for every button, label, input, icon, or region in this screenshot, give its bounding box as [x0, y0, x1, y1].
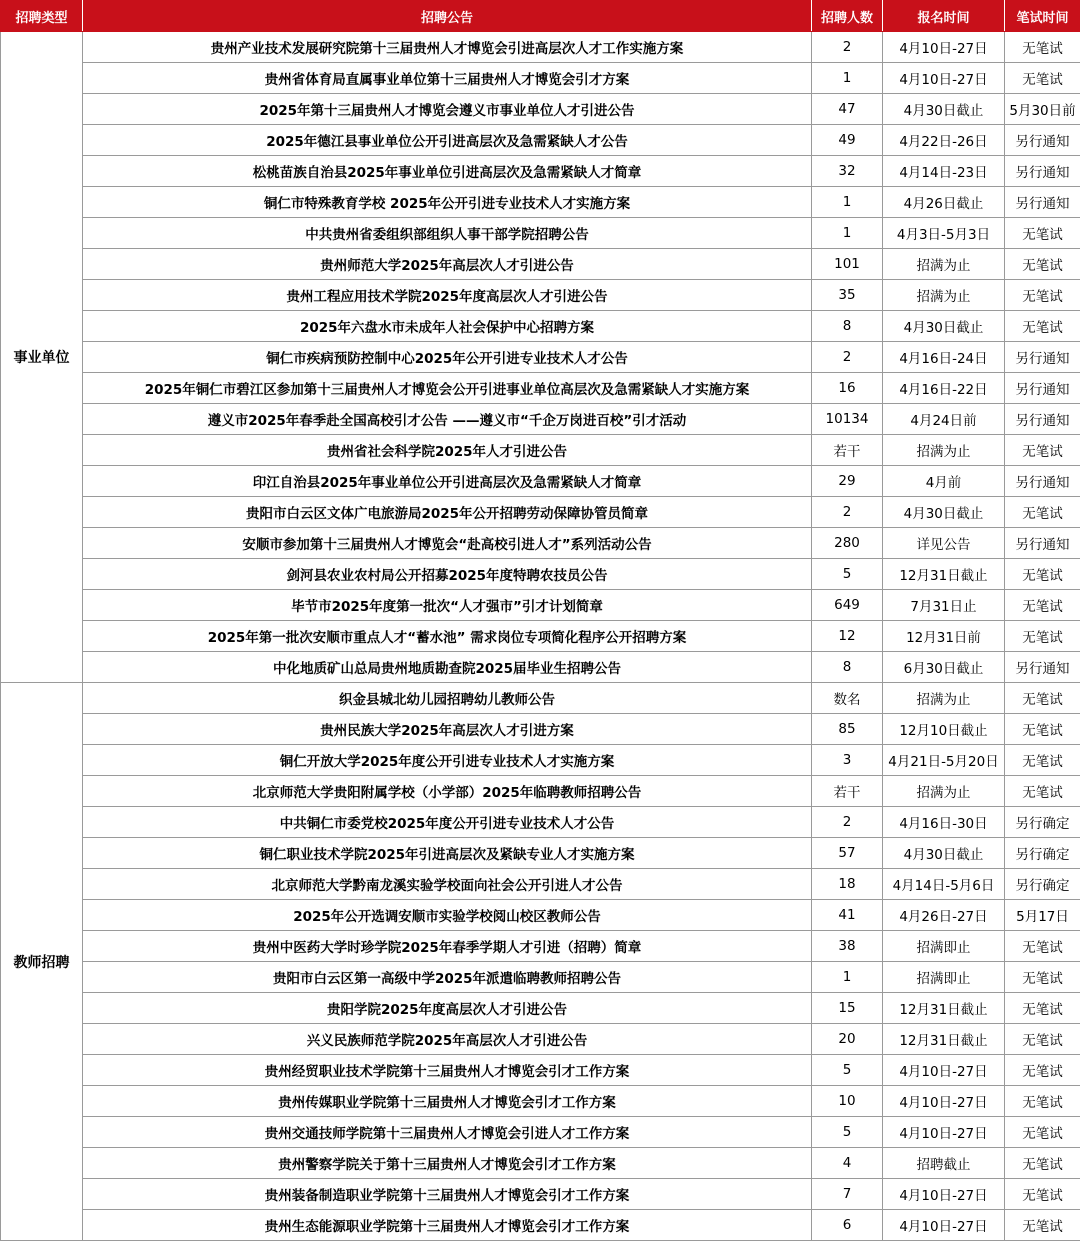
announcement-link[interactable]: 贵州省社会科学院2025年人才引进公告: [83, 435, 812, 466]
exam-time-cell: 5月17日: [1005, 900, 1080, 931]
exam-time-cell: 无笔试: [1005, 311, 1080, 342]
table-row: [1, 373, 1080, 404]
registration-time-cell: 4月26日截止: [883, 187, 1005, 218]
exam-time-cell: 无笔试: [1005, 1179, 1080, 1210]
headcount-cell: 2: [812, 497, 883, 528]
table-row: [1, 1210, 1080, 1241]
table-row: [1, 404, 1080, 435]
headcount-cell: 8: [812, 652, 883, 683]
headcount-cell: 若干: [812, 435, 883, 466]
announcement-link[interactable]: 2025年第一批次安顺市重点人才“蓄水池” 需求岗位专项简化程序公开招聘方案: [83, 621, 812, 652]
registration-time-cell: 招满为止: [883, 683, 1005, 714]
headcount-cell: 8: [812, 311, 883, 342]
announcement-link[interactable]: 贵州传媒职业学院第十三届贵州人才博览会引才工作方案: [83, 1086, 812, 1117]
headcount-cell: 2: [812, 32, 883, 63]
header-announcement: 招聘公告: [83, 1, 812, 32]
headcount-cell: 15: [812, 993, 883, 1024]
headcount-cell: 49: [812, 125, 883, 156]
exam-time-cell: 另行通知: [1005, 528, 1080, 559]
exam-time-cell: 无笔试: [1005, 1210, 1080, 1241]
table-row: [1, 714, 1080, 745]
registration-time-cell: 4月10日-27日: [883, 63, 1005, 94]
table-row: [1, 497, 1080, 528]
announcement-link[interactable]: 贵州生态能源职业学院第十三届贵州人才博览会引才工作方案: [83, 1210, 812, 1241]
headcount-cell: 20: [812, 1024, 883, 1055]
exam-time-cell: 无笔试: [1005, 1086, 1080, 1117]
headcount-cell: 7: [812, 1179, 883, 1210]
registration-time-cell: 招满为止: [883, 280, 1005, 311]
headcount-cell: 38: [812, 931, 883, 962]
exam-time-cell: 无笔试: [1005, 280, 1080, 311]
header-registration-time: 报名时间: [883, 1, 1005, 32]
registration-time-cell: 4月前: [883, 466, 1005, 497]
announcement-link[interactable]: 贵阳学院2025年度高层次人才引进公告: [83, 993, 812, 1024]
exam-time-cell: 无笔试: [1005, 32, 1080, 63]
headcount-cell: 2: [812, 807, 883, 838]
exam-time-cell: 无笔试: [1005, 1117, 1080, 1148]
table-row: [1, 156, 1080, 187]
headcount-cell: 18: [812, 869, 883, 900]
table-body: [1, 32, 1080, 1241]
announcement-link[interactable]: 2025年铜仁市碧江区参加第十三届贵州人才博览会公开引进事业单位高层次及急需紧缺人才实施方案: [83, 373, 812, 404]
headcount-cell: 数名: [812, 683, 883, 714]
table-row: [1, 869, 1080, 900]
table-row: [1, 652, 1080, 683]
headcount-cell: 280: [812, 528, 883, 559]
registration-time-cell: 4月10日-27日: [883, 1086, 1005, 1117]
headcount-cell: 32: [812, 156, 883, 187]
table-row: [1, 342, 1080, 373]
table-row: [1, 187, 1080, 218]
table-row: [1, 900, 1080, 931]
registration-time-cell: 4月10日-27日: [883, 1055, 1005, 1086]
table-row: [1, 528, 1080, 559]
announcement-link[interactable]: 北京师范大学贵阳附属学校（小学部）2025年临聘教师招聘公告: [83, 776, 812, 807]
registration-time-cell: 12月31日截止: [883, 1024, 1005, 1055]
announcement-link[interactable]: 2025年六盘水市未成年人社会保护中心招聘方案: [83, 311, 812, 342]
table-row: [1, 125, 1080, 156]
exam-time-cell: 无笔试: [1005, 249, 1080, 280]
announcement-link[interactable]: 安顺市参加第十三届贵州人才博览会“赴高校引进人才”系列活动公告: [83, 528, 812, 559]
exam-time-cell: 无笔试: [1005, 993, 1080, 1024]
announcement-link[interactable]: 贵州师范大学2025年高层次人才引进公告: [83, 249, 812, 280]
announcement-link[interactable]: 贵州工程应用技术学院2025年度高层次人才引进公告: [83, 280, 812, 311]
table-row: [1, 1179, 1080, 1210]
registration-time-cell: 4月14日-5月6日: [883, 869, 1005, 900]
registration-time-cell: 详见公告: [883, 528, 1005, 559]
table-row: [1, 1148, 1080, 1179]
exam-time-cell: 无笔试: [1005, 714, 1080, 745]
announcement-link[interactable]: 贵州装备制造职业学院第十三届贵州人才博览会引才工作方案: [83, 1179, 812, 1210]
announcement-link[interactable]: 贵阳市白云区第一高级中学2025年派遣临聘教师招聘公告: [83, 962, 812, 993]
announcement-link[interactable]: 贵州中医药大学时珍学院2025年春季学期人才引进（招聘）简章: [83, 931, 812, 962]
announcement-link[interactable]: 织金县城北幼儿园招聘幼儿教师公告: [83, 683, 812, 714]
headcount-cell: 47: [812, 94, 883, 125]
table-row: [1, 94, 1080, 125]
table-row: [1, 311, 1080, 342]
registration-time-cell: 4月10日-27日: [883, 32, 1005, 63]
table-row: [1, 993, 1080, 1024]
exam-time-cell: 无笔试: [1005, 1148, 1080, 1179]
announcement-link[interactable]: 贵州民族大学2025年高层次人才引进方案: [83, 714, 812, 745]
exam-time-cell: 无笔试: [1005, 1024, 1080, 1055]
registration-time-cell: 4月10日-27日: [883, 1210, 1005, 1241]
headcount-cell: 1: [812, 187, 883, 218]
headcount-cell: 若干: [812, 776, 883, 807]
registration-time-cell: 4月16日-30日: [883, 807, 1005, 838]
exam-time-cell: 无笔试: [1005, 590, 1080, 621]
table-row: [1, 1024, 1080, 1055]
table-row: [1, 218, 1080, 249]
headcount-cell: 2: [812, 342, 883, 373]
headcount-cell: 10: [812, 1086, 883, 1117]
table-row: [1, 1086, 1080, 1117]
headcount-cell: 1: [812, 63, 883, 94]
headcount-cell: 3: [812, 745, 883, 776]
table-row: [1, 931, 1080, 962]
announcement-link[interactable]: 贵州经贸职业技术学院第十三届贵州人才博览会引才工作方案: [83, 1055, 812, 1086]
announcement-link[interactable]: 铜仁市疾病预防控制中心2025年公开引进专业技术人才公告: [83, 342, 812, 373]
table-row: [1, 466, 1080, 497]
headcount-cell: 4: [812, 1148, 883, 1179]
announcement-link[interactable]: 2025年第十三届贵州人才博览会遵义市事业单位人才引进公告: [83, 94, 812, 125]
exam-time-cell: 无笔试: [1005, 435, 1080, 466]
exam-time-cell: 无笔试: [1005, 218, 1080, 249]
announcement-link[interactable]: 贵州警察学院关于第十三届贵州人才博览会引才工作方案: [83, 1148, 812, 1179]
registration-time-cell: 招满为止: [883, 435, 1005, 466]
exam-time-cell: 另行通知: [1005, 187, 1080, 218]
exam-time-cell: 无笔试: [1005, 497, 1080, 528]
table-row: [1, 1117, 1080, 1148]
exam-time-cell: 无笔试: [1005, 745, 1080, 776]
registration-time-cell: 4月30日截止: [883, 497, 1005, 528]
exam-time-cell: 另行确定: [1005, 807, 1080, 838]
table-row: [1, 590, 1080, 621]
announcement-link[interactable]: 中化地质矿山总局贵州地质勘查院2025届毕业生招聘公告: [83, 652, 812, 683]
registration-time-cell: 7月31日止: [883, 590, 1005, 621]
table-header: [1, 1, 1080, 32]
headcount-cell: 1: [812, 962, 883, 993]
header-row: [1, 1, 1080, 32]
headcount-cell: 41: [812, 900, 883, 931]
registration-time-cell: 4月16日-24日: [883, 342, 1005, 373]
registration-time-cell: 4月30日截止: [883, 311, 1005, 342]
table-row: [1, 838, 1080, 869]
table-row: [1, 683, 1080, 714]
announcement-link[interactable]: 中共贵州省委组织部组织人事干部学院招聘公告: [83, 218, 812, 249]
headcount-cell: 35: [812, 280, 883, 311]
announcement-link[interactable]: 北京师范大学黔南龙溪实验学校面向社会公开引进人才公告: [83, 869, 812, 900]
registration-time-cell: 4月30日截止: [883, 94, 1005, 125]
registration-time-cell: 12月31日前: [883, 621, 1005, 652]
headcount-cell: 10134: [812, 404, 883, 435]
header-headcount: 招聘人数: [812, 1, 883, 32]
table-row: [1, 962, 1080, 993]
exam-time-cell: 无笔试: [1005, 962, 1080, 993]
header-exam-time: 笔试时间: [1005, 1, 1080, 32]
registration-time-cell: 4月22日-26日: [883, 125, 1005, 156]
registration-time-cell: 招聘截止: [883, 1148, 1005, 1179]
announcement-link[interactable]: 2025年公开选调安顺市实验学校阅山校区教师公告: [83, 900, 812, 931]
announcement-link[interactable]: 松桃苗族自治县2025年事业单位引进高层次及急需紧缺人才简章: [83, 156, 812, 187]
category-cell: 教师招聘: [1, 683, 83, 1241]
exam-time-cell: 另行通知: [1005, 466, 1080, 497]
exam-time-cell: 无笔试: [1005, 621, 1080, 652]
registration-time-cell: 4月30日截止: [883, 838, 1005, 869]
registration-time-cell: 4月10日-27日: [883, 1117, 1005, 1148]
registration-time-cell: 4月21日-5月20日: [883, 745, 1005, 776]
announcement-link[interactable]: 兴义民族师范学院2025年高层次人才引进公告: [83, 1024, 812, 1055]
registration-time-cell: 12月10日截止: [883, 714, 1005, 745]
table-row: [1, 745, 1080, 776]
headcount-cell: 29: [812, 466, 883, 497]
announcement-link[interactable]: 贵州产业技术发展研究院第十三届贵州人才博览会引进高层次人才工作实施方案: [83, 32, 812, 63]
table-row: [1, 807, 1080, 838]
headcount-cell: 6: [812, 1210, 883, 1241]
announcement-link[interactable]: 遵义市2025年春季赴全国高校引才公告 ——遵义市“千企万岗进百校”引才活动: [83, 404, 812, 435]
announcement-link[interactable]: 铜仁职业技术学院2025年引进高层次及紧缺专业人才实施方案: [83, 838, 812, 869]
announcement-link[interactable]: 贵州省体育局直属事业单位第十三届贵州人才博览会引才方案: [83, 63, 812, 94]
exam-time-cell: 另行通知: [1005, 156, 1080, 187]
exam-time-cell: 另行通知: [1005, 125, 1080, 156]
exam-time-cell: 另行确定: [1005, 838, 1080, 869]
registration-time-cell: 招满为止: [883, 249, 1005, 280]
exam-time-cell: 无笔试: [1005, 776, 1080, 807]
headcount-cell: 1: [812, 218, 883, 249]
registration-time-cell: 12月31日截止: [883, 559, 1005, 590]
exam-time-cell: 另行通知: [1005, 373, 1080, 404]
exam-time-cell: 另行通知: [1005, 652, 1080, 683]
headcount-cell: 85: [812, 714, 883, 745]
table-row: [1, 621, 1080, 652]
headcount-cell: 5: [812, 559, 883, 590]
headcount-cell: 649: [812, 590, 883, 621]
table-row: [1, 32, 1080, 63]
table-row: [1, 435, 1080, 466]
registration-time-cell: 招满即止: [883, 931, 1005, 962]
announcement-link[interactable]: 中共铜仁市委党校2025年度公开引进专业技术人才公告: [83, 807, 812, 838]
registration-time-cell: 招满即止: [883, 962, 1005, 993]
headcount-cell: 16: [812, 373, 883, 404]
registration-time-cell: 4月14日-23日: [883, 156, 1005, 187]
registration-time-cell: 6月30日截止: [883, 652, 1005, 683]
exam-time-cell: 另行通知: [1005, 404, 1080, 435]
table-row: [1, 776, 1080, 807]
registration-time-cell: 12月31日截止: [883, 993, 1005, 1024]
table-row: [1, 63, 1080, 94]
exam-time-cell: 无笔试: [1005, 683, 1080, 714]
exam-time-cell: 另行确定: [1005, 869, 1080, 900]
announcement-link[interactable]: 剑河县农业农村局公开招募2025年度特聘农技员公告: [83, 559, 812, 590]
announcement-link[interactable]: 2025年德江县事业单位公开引进高层次及急需紧缺人才公告: [83, 125, 812, 156]
announcement-link[interactable]: 贵阳市白云区文体广电旅游局2025年公开招聘劳动保障协管员简章: [83, 497, 812, 528]
exam-time-cell: 无笔试: [1005, 63, 1080, 94]
registration-time-cell: 4月16日-22日: [883, 373, 1005, 404]
header-recruit-type: 招聘类型: [1, 1, 83, 32]
announcement-link[interactable]: 铜仁开放大学2025年度公开引进专业技术人才实施方案: [83, 745, 812, 776]
announcement-link[interactable]: 印江自治县2025年事业单位公开引进高层次及急需紧缺人才简章: [83, 466, 812, 497]
registration-time-cell: 4月26日-27日: [883, 900, 1005, 931]
exam-time-cell: 无笔试: [1005, 559, 1080, 590]
announcement-link[interactable]: 贵州交通技师学院第十三届贵州人才博览会引进人才工作方案: [83, 1117, 812, 1148]
headcount-cell: 12: [812, 621, 883, 652]
registration-time-cell: 4月24日前: [883, 404, 1005, 435]
registration-time-cell: 4月3日-5月3日: [883, 218, 1005, 249]
exam-time-cell: 5月30日前: [1005, 94, 1080, 125]
exam-time-cell: 无笔试: [1005, 1055, 1080, 1086]
exam-time-cell: 无笔试: [1005, 931, 1080, 962]
table-row: [1, 249, 1080, 280]
category-cell: 事业单位: [1, 32, 83, 683]
announcement-link[interactable]: 铜仁市特殊教育学校 2025年公开引进专业技术人才实施方案: [83, 187, 812, 218]
headcount-cell: 101: [812, 249, 883, 280]
announcement-link[interactable]: 毕节市2025年度第一批次“人才强市”引才计划简章: [83, 590, 812, 621]
registration-time-cell: 招满为止: [883, 776, 1005, 807]
table-row: [1, 280, 1080, 311]
exam-time-cell: 另行通知: [1005, 342, 1080, 373]
table-row: [1, 559, 1080, 590]
registration-time-cell: 4月10日-27日: [883, 1179, 1005, 1210]
table-row: [1, 1055, 1080, 1086]
headcount-cell: 5: [812, 1117, 883, 1148]
headcount-cell: 5: [812, 1055, 883, 1086]
headcount-cell: 57: [812, 838, 883, 869]
